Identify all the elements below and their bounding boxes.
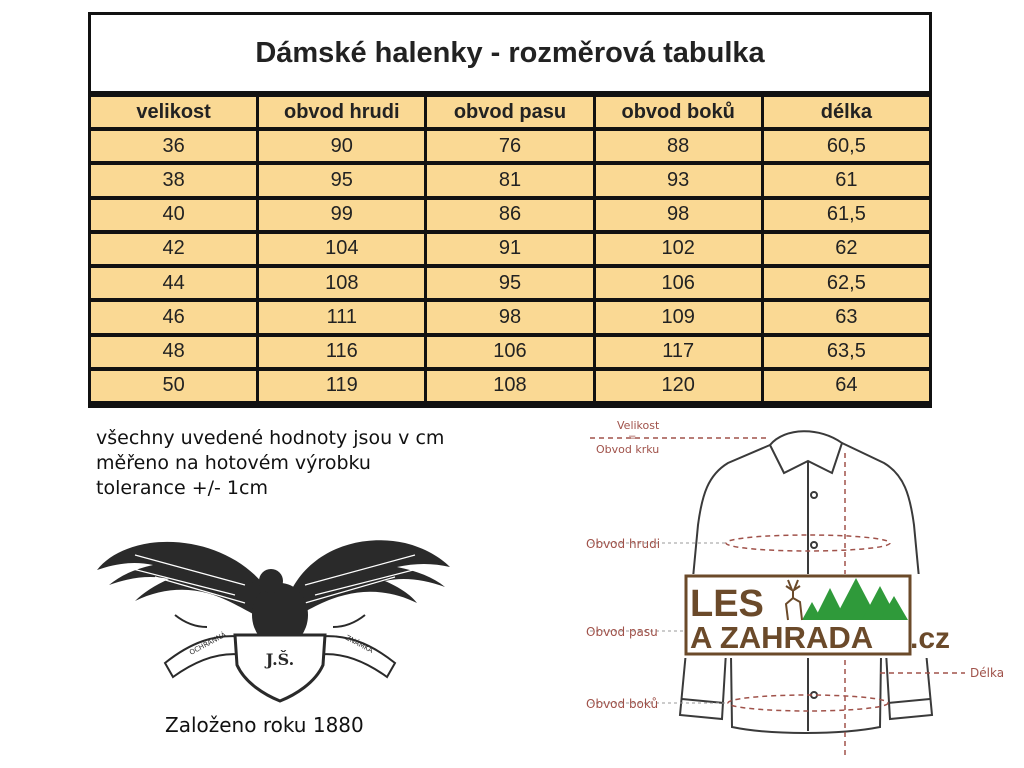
cell-hips: 93 bbox=[596, 165, 761, 195]
cell-chest: 111 bbox=[259, 302, 424, 332]
label-hips: Obvod boků bbox=[586, 697, 659, 711]
cell-waist: 106 bbox=[427, 337, 592, 367]
label-length: Délka bbox=[970, 666, 1005, 680]
table-row bbox=[91, 337, 929, 367]
cell-length: 62 bbox=[764, 234, 929, 264]
cell-hips: 120 bbox=[596, 371, 761, 401]
ribbon-left-text: OCHRANNÁ bbox=[188, 630, 228, 657]
note-measured: měřeno na hotovém výrobku bbox=[96, 452, 371, 474]
note-tolerance: tolerance +/- 1cm bbox=[96, 477, 268, 499]
cell-size: 50 bbox=[91, 371, 256, 401]
table-title: Dámské halenky - rozměrová tabulka bbox=[91, 15, 929, 91]
logo-suffix: .cz bbox=[910, 622, 951, 655]
cell-hips: 88 bbox=[596, 131, 761, 161]
cell-hips: 109 bbox=[596, 302, 761, 332]
cell-size: 40 bbox=[91, 200, 256, 230]
label-size: Velikost bbox=[617, 419, 660, 432]
cell-chest: 108 bbox=[259, 268, 424, 298]
header-waist: obvod pasu bbox=[427, 97, 592, 127]
header-hips: obvod boků bbox=[596, 97, 761, 127]
cell-length: 63,5 bbox=[764, 337, 929, 367]
label-chest: Obvod hrudi bbox=[586, 537, 661, 551]
cell-size: 38 bbox=[91, 165, 256, 195]
table-row bbox=[91, 165, 929, 195]
header-row bbox=[91, 97, 929, 127]
label-equals: = bbox=[628, 432, 637, 443]
cell-length: 61 bbox=[764, 165, 929, 195]
header-chest: obvod hrudi bbox=[259, 97, 424, 127]
cell-hips: 102 bbox=[596, 234, 761, 264]
table-row bbox=[91, 268, 929, 298]
cell-waist: 86 bbox=[427, 200, 592, 230]
table-row bbox=[91, 200, 929, 230]
header-length: délka bbox=[764, 97, 929, 127]
table-row bbox=[91, 302, 929, 332]
cell-chest: 99 bbox=[259, 200, 424, 230]
eagle-emblem-icon bbox=[95, 515, 455, 705]
cell-length: 62,5 bbox=[764, 268, 929, 298]
cell-waist: 91 bbox=[427, 234, 592, 264]
ribbon-right-text: ZNÁMKA bbox=[344, 633, 375, 655]
cell-chest: 90 bbox=[259, 131, 424, 161]
cell-chest: 116 bbox=[259, 337, 424, 367]
header-size: velikost bbox=[91, 97, 256, 127]
table-row bbox=[91, 234, 929, 264]
label-collar: Obvod krku bbox=[596, 443, 660, 456]
founded-caption: Založeno roku 1880 bbox=[165, 713, 364, 737]
cell-waist: 98 bbox=[427, 302, 592, 332]
cell-chest: 95 bbox=[259, 165, 424, 195]
cell-size: 44 bbox=[91, 268, 256, 298]
cell-length: 64 bbox=[764, 371, 929, 401]
table-row bbox=[91, 371, 929, 401]
logo-line1: LES bbox=[690, 583, 764, 625]
cell-hips: 106 bbox=[596, 268, 761, 298]
cell-hips: 98 bbox=[596, 200, 761, 230]
size-table bbox=[88, 12, 932, 408]
cell-waist: 108 bbox=[427, 371, 592, 401]
les-a-zahrada-logo bbox=[684, 574, 960, 658]
cell-chest: 104 bbox=[259, 234, 424, 264]
cell-waist: 81 bbox=[427, 165, 592, 195]
size-grid bbox=[88, 93, 932, 405]
cell-chest: 119 bbox=[259, 371, 424, 401]
table-row bbox=[91, 131, 929, 161]
label-waist: Obvod pasu bbox=[586, 625, 658, 639]
cell-length: 63 bbox=[764, 302, 929, 332]
emblem-initials: J.Š. bbox=[265, 650, 295, 669]
cell-hips: 117 bbox=[596, 337, 761, 367]
measurement-notes bbox=[96, 426, 444, 501]
cell-size: 46 bbox=[91, 302, 256, 332]
logo-line2: A ZAHRADA bbox=[690, 620, 874, 655]
cell-size: 48 bbox=[91, 337, 256, 367]
cell-length: 61,5 bbox=[764, 200, 929, 230]
cell-waist: 95 bbox=[427, 268, 592, 298]
cell-waist: 76 bbox=[427, 131, 592, 161]
cell-size: 36 bbox=[91, 131, 256, 161]
cell-length: 60,5 bbox=[764, 131, 929, 161]
note-units: všechny uvedené hodnoty jsou v cm bbox=[96, 427, 445, 449]
cell-size: 42 bbox=[91, 234, 256, 264]
